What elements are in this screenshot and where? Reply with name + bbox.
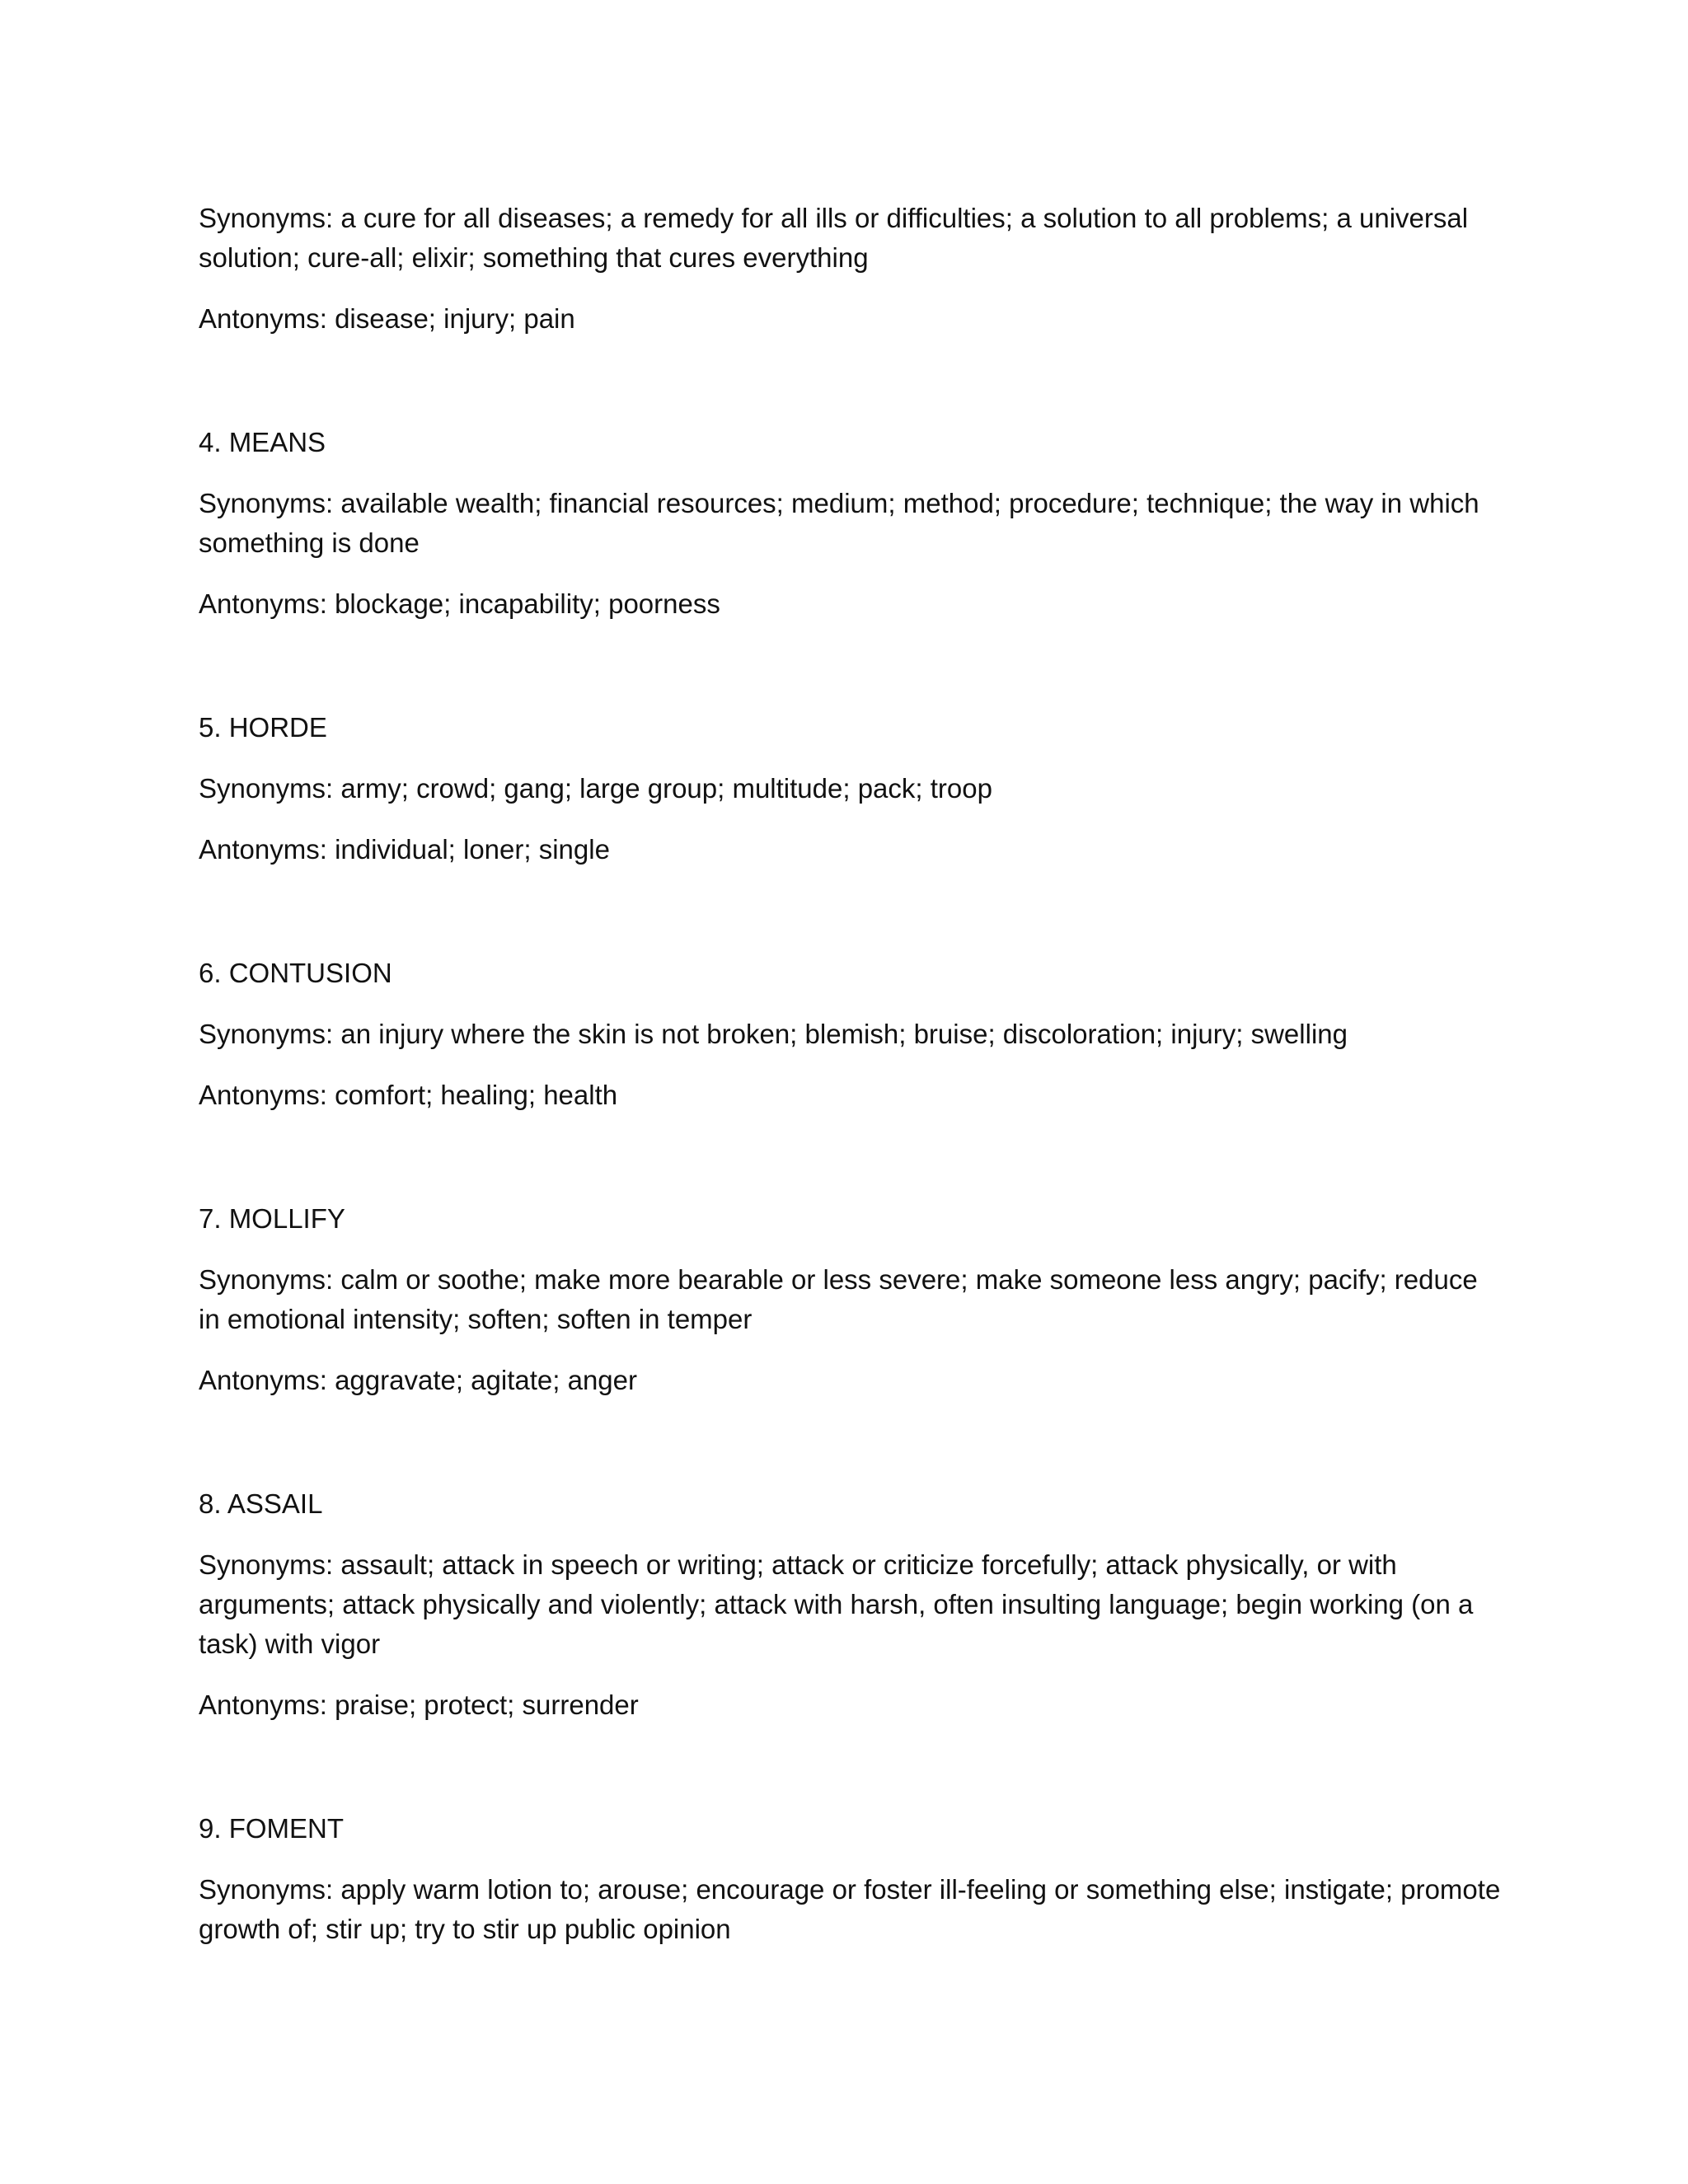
entry-title: 7. MOLLIFY [199, 1203, 345, 1234]
entry-antonyms: Antonyms: individual; loner; single [199, 834, 610, 865]
entry-synonyms: Synonyms: an injury where the skin is not broken; blemish; bruise; discoloration; injury; swelling [199, 1019, 1348, 1049]
intro-antonyms: Antonyms: disease; injury; pain [199, 303, 575, 334]
entry-mollify [199, 1199, 1501, 1400]
entry-title: 8. ASSAIL [199, 1488, 323, 1519]
entry-synonyms: Synonyms: calm or soothe; make more bearable or less severe; make someone less angry; pacify; reduce in emotional intensity; soften; soften in temper [199, 1264, 1478, 1334]
entry-antonyms: Antonyms: blockage; incapability; poorness [199, 588, 720, 619]
entry-title: 5. HORDE [199, 712, 327, 743]
document-content [199, 199, 1501, 1949]
entry-means [199, 423, 1501, 624]
entry-title: 4. MEANS [199, 427, 326, 457]
entry-synonyms: Synonyms: apply warm lotion to; arouse; encourage or foster ill-feeling or something else; instigate; promote growth of; stir up; try to stir up public opinion [199, 1874, 1501, 1944]
entry-synonyms: Synonyms: available wealth; financial resources; medium; method; procedure; technique; the way in which something is done [199, 488, 1479, 558]
entry-antonyms: Antonyms: comfort; healing; health [199, 1080, 618, 1110]
entry-synonyms: Synonyms: assault; attack in speech or writing; attack or criticize forcefully; attack physically, or with arguments; attack physically and violently; attack with harsh, often insulting language; begin working (on a task) with vigor [199, 1549, 1474, 1659]
entry-title: 6. CONTUSION [199, 958, 392, 988]
entry-antonyms: Antonyms: aggravate; agitate; anger [199, 1365, 637, 1395]
entry-foment [199, 1809, 1501, 1949]
entry-horde [199, 708, 1501, 869]
entry-title: 9. FOMENT [199, 1813, 345, 1844]
entry-assail [199, 1484, 1501, 1725]
entry-antonyms: Antonyms: praise; protect; surrender [199, 1690, 639, 1720]
intro-synonyms: Synonyms: a cure for all diseases; a remedy for all ills or difficulties; a solution to all problems; a universal solution; cure-all; elixir; something that cures everything [199, 203, 1469, 273]
entry-contusion [199, 954, 1501, 1115]
entry-synonyms: Synonyms: army; crowd; gang; large group; multitude; pack; troop [199, 773, 992, 804]
